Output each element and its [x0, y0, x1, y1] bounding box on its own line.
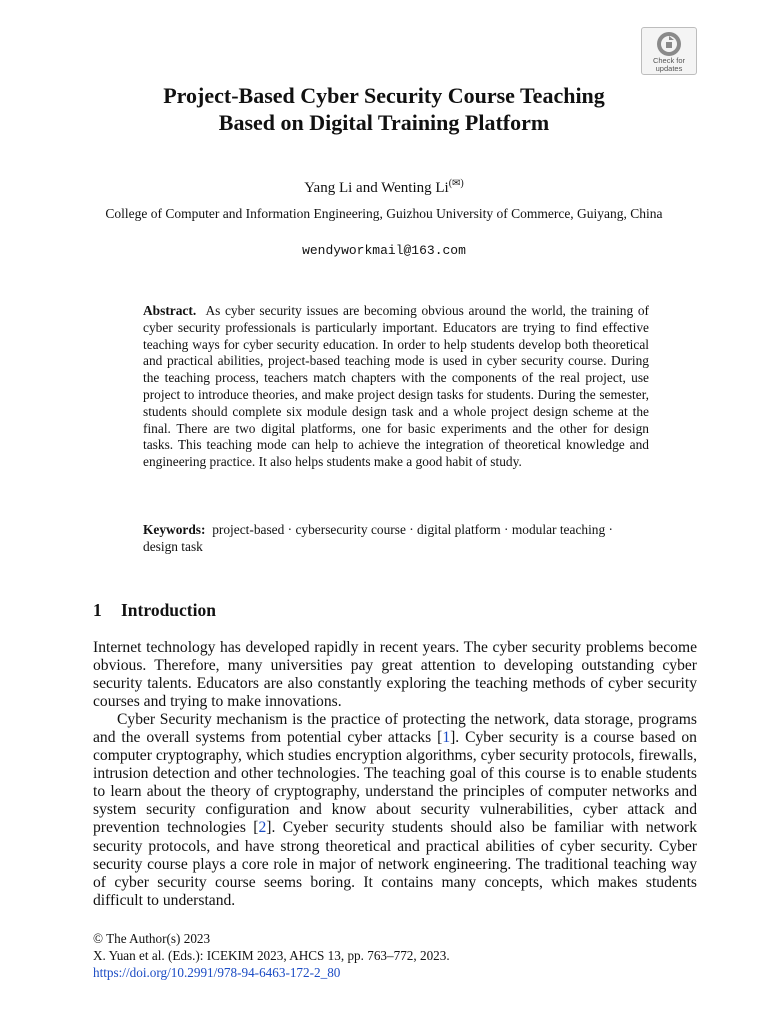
author-email[interactable]: wendyworkmail@163.com [302, 243, 466, 258]
citation-link-1[interactable]: 1 [442, 729, 451, 747]
keywords [143, 521, 649, 555]
body-text [93, 639, 697, 910]
paragraph-2-part-c: ]. Cyeber security students should also be familiar with network security protocols, and have strong theoretical and practical abilities of cyber security. Cyber security course plays a core role in major of network engineering. The traditional teaching way of cyber security course seems boring. It contains many concepts, which makes students difficult to understand. [93, 819, 697, 909]
abstract-label: Abstract. [143, 303, 197, 318]
authors [84, 174, 684, 198]
paragraph-1: Internet technology has developed rapidly in recent years. The cyber security problems become obvious. Therefore, many universities pay great attention to developing outstanding cyber security talents. Educators are also constantly exploring the teaching methods of cyber security courses and trying to make innovations. [93, 639, 697, 711]
affiliation: College of Computer and Information Engineering, Guizhou University of Commerce, Guiyang, China [105, 206, 663, 221]
paper-title [60, 82, 708, 136]
section-number: 1 [93, 600, 102, 620]
check-for-updates-icon [656, 31, 682, 57]
corresponding-author-mail-icon: (✉) [448, 178, 464, 189]
keywords-label: Keywords: [143, 522, 206, 537]
keywords-text: project-based · cybersecurity course · digital platform · modular teaching · design task [143, 522, 614, 554]
paragraph-2-part-a: Cyber Security mechanism is the practice of protecting the network, data storage, programs and the overall systems from potential cyber attacks [ [93, 711, 697, 747]
author-names: Yang Li and Wenting Li [304, 180, 449, 196]
section-title: Introduction [121, 600, 216, 620]
citation-link-2[interactable]: 2 [258, 819, 267, 837]
paragraph-2 [93, 711, 697, 910]
abstract [143, 303, 649, 471]
section-heading [93, 599, 216, 621]
check-for-updates-badge[interactable] [641, 27, 697, 75]
paragraph-2-part-b: ]. Cyber security is a course based on computer cryptography, which studies encryption algorithms, cyber security protocols, firewalls, intrusion detection and other technologies. The teaching goal of this course is to enable students to learn about the theory of cryptography, understand the principles of computer networks and system security configuration and know about security vulnerabilities, cyber attack and prevention technologies [ [93, 729, 697, 837]
title-line-1: Project-Based Cyber Security Course Teaching [163, 83, 605, 108]
copyright-notice: © The Author(s) 2023 [93, 931, 211, 946]
footer [93, 930, 450, 981]
abstract-text: As cyber security issues are becoming obvious around the world, the training of cyber security professionals is particularly important. Educators are trying to find effective teaching ways for cyber security education. In order to help students develop both theoretical and practical abilities, project-based teaching mode is used in cyber security course. During the teaching process, teachers match chapters with the components of the real project, use project to introduce theories, and make project design tasks for students. During the semester, students should complete six module design task and a whole project design scheme at the final. There are two digital platforms, one for basic experiments and the other for design tasks. This teaching mode can help to achieve the integration of theoretical knowledge and engineering practice. It also helps students make a good habit of study. [143, 303, 649, 470]
doi-link[interactable]: https://doi.org/10.2991/978-94-6463-172-2_80 [93, 965, 341, 980]
citation-info: X. Yuan et al. (Eds.): ICEKIM 2023, AHCS 13, pp. 763–772, 2023. [93, 948, 450, 963]
check-for-updates-label: Check for updates [652, 56, 686, 73]
title-line-2: Based on Digital Training Platform [218, 110, 550, 135]
